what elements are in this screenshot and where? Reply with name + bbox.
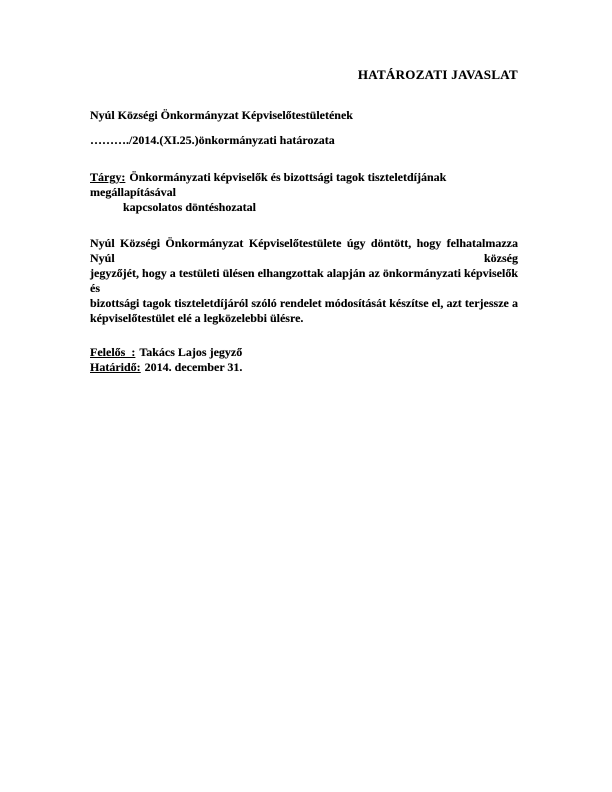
resolution-number-line: ………./2014.(XI.25.)önkormányzati határozata <box>90 133 335 147</box>
subject-text: Önkormányzati képviselők és bizottsági tagok tiszteletdíjának megállapításával <box>90 170 447 199</box>
responsible-value: Takács Lajos jegyző <box>139 345 243 359</box>
document-content <box>90 68 518 375</box>
resolution-body <box>90 236 518 326</box>
body-line: Nyúl Községi Önkormányzat Képviselőtestülete úgy döntött, hogy felhatalmazza Nyúl község <box>90 236 518 265</box>
deadline-value: 2014. december 31. <box>144 360 243 374</box>
deadline-line <box>90 360 518 375</box>
subject-label: Tárgy: <box>90 170 126 184</box>
subject-line-1 <box>90 170 518 200</box>
footer-block <box>90 345 518 375</box>
body-line: képviselőtestület elé a legközelebbi ülésre. <box>90 311 304 325</box>
subject-block <box>90 170 518 215</box>
deadline-label: Határidő: <box>90 360 141 374</box>
document-title: HATÁROZATI JAVASLAT <box>357 67 518 82</box>
responsible-label: Felelős : <box>90 345 136 359</box>
body-line: bizottsági tagok tiszteletdíjáról szóló rendelet módosítását készítse el, azt terjessze a <box>90 296 518 310</box>
responsible-line <box>90 345 518 360</box>
body-line: jegyzőjét, hogy a testületi ülésen elhangzottak alapján az önkormányzati képviselők és <box>90 266 518 295</box>
issuer-line: Nyúl Községi Önkormányzat Képviselőtestületének <box>90 108 353 122</box>
subject-line-2: kapcsolatos döntéshozatal <box>123 200 257 214</box>
